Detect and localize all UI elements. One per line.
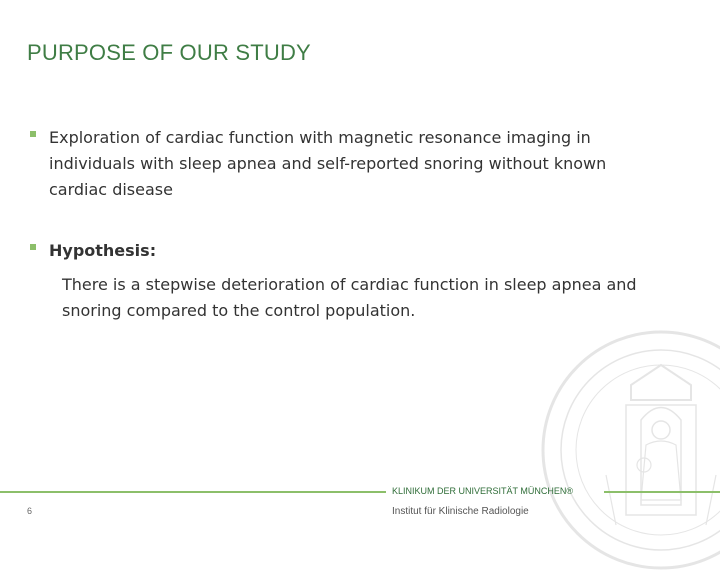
footer-institution: KLINIKUM DER UNIVERSITÄT MÜNCHEN® xyxy=(392,486,573,496)
hypothesis-text: There is a stepwise deterioration of cardiac function in sleep apnea and snoring compared to the control population. xyxy=(62,275,637,320)
footer-divider-right xyxy=(604,491,720,493)
bullet-text: Exploration of cardiac function with magnetic resonance imaging in individuals with sleep apnea and self-reported snoring without known cardiac disease xyxy=(49,128,607,199)
square-bullet-icon xyxy=(30,131,36,137)
footer-divider-left xyxy=(0,491,386,493)
slide-title: PURPOSE OF OUR STUDY xyxy=(27,40,311,65)
page-number: 6 xyxy=(27,506,33,516)
university-seal-icon xyxy=(536,325,720,575)
footer-department: Institut für Klinische Radiologie xyxy=(392,506,529,517)
bullet-text: Hypothesis: xyxy=(49,241,157,260)
square-bullet-icon xyxy=(30,244,36,250)
